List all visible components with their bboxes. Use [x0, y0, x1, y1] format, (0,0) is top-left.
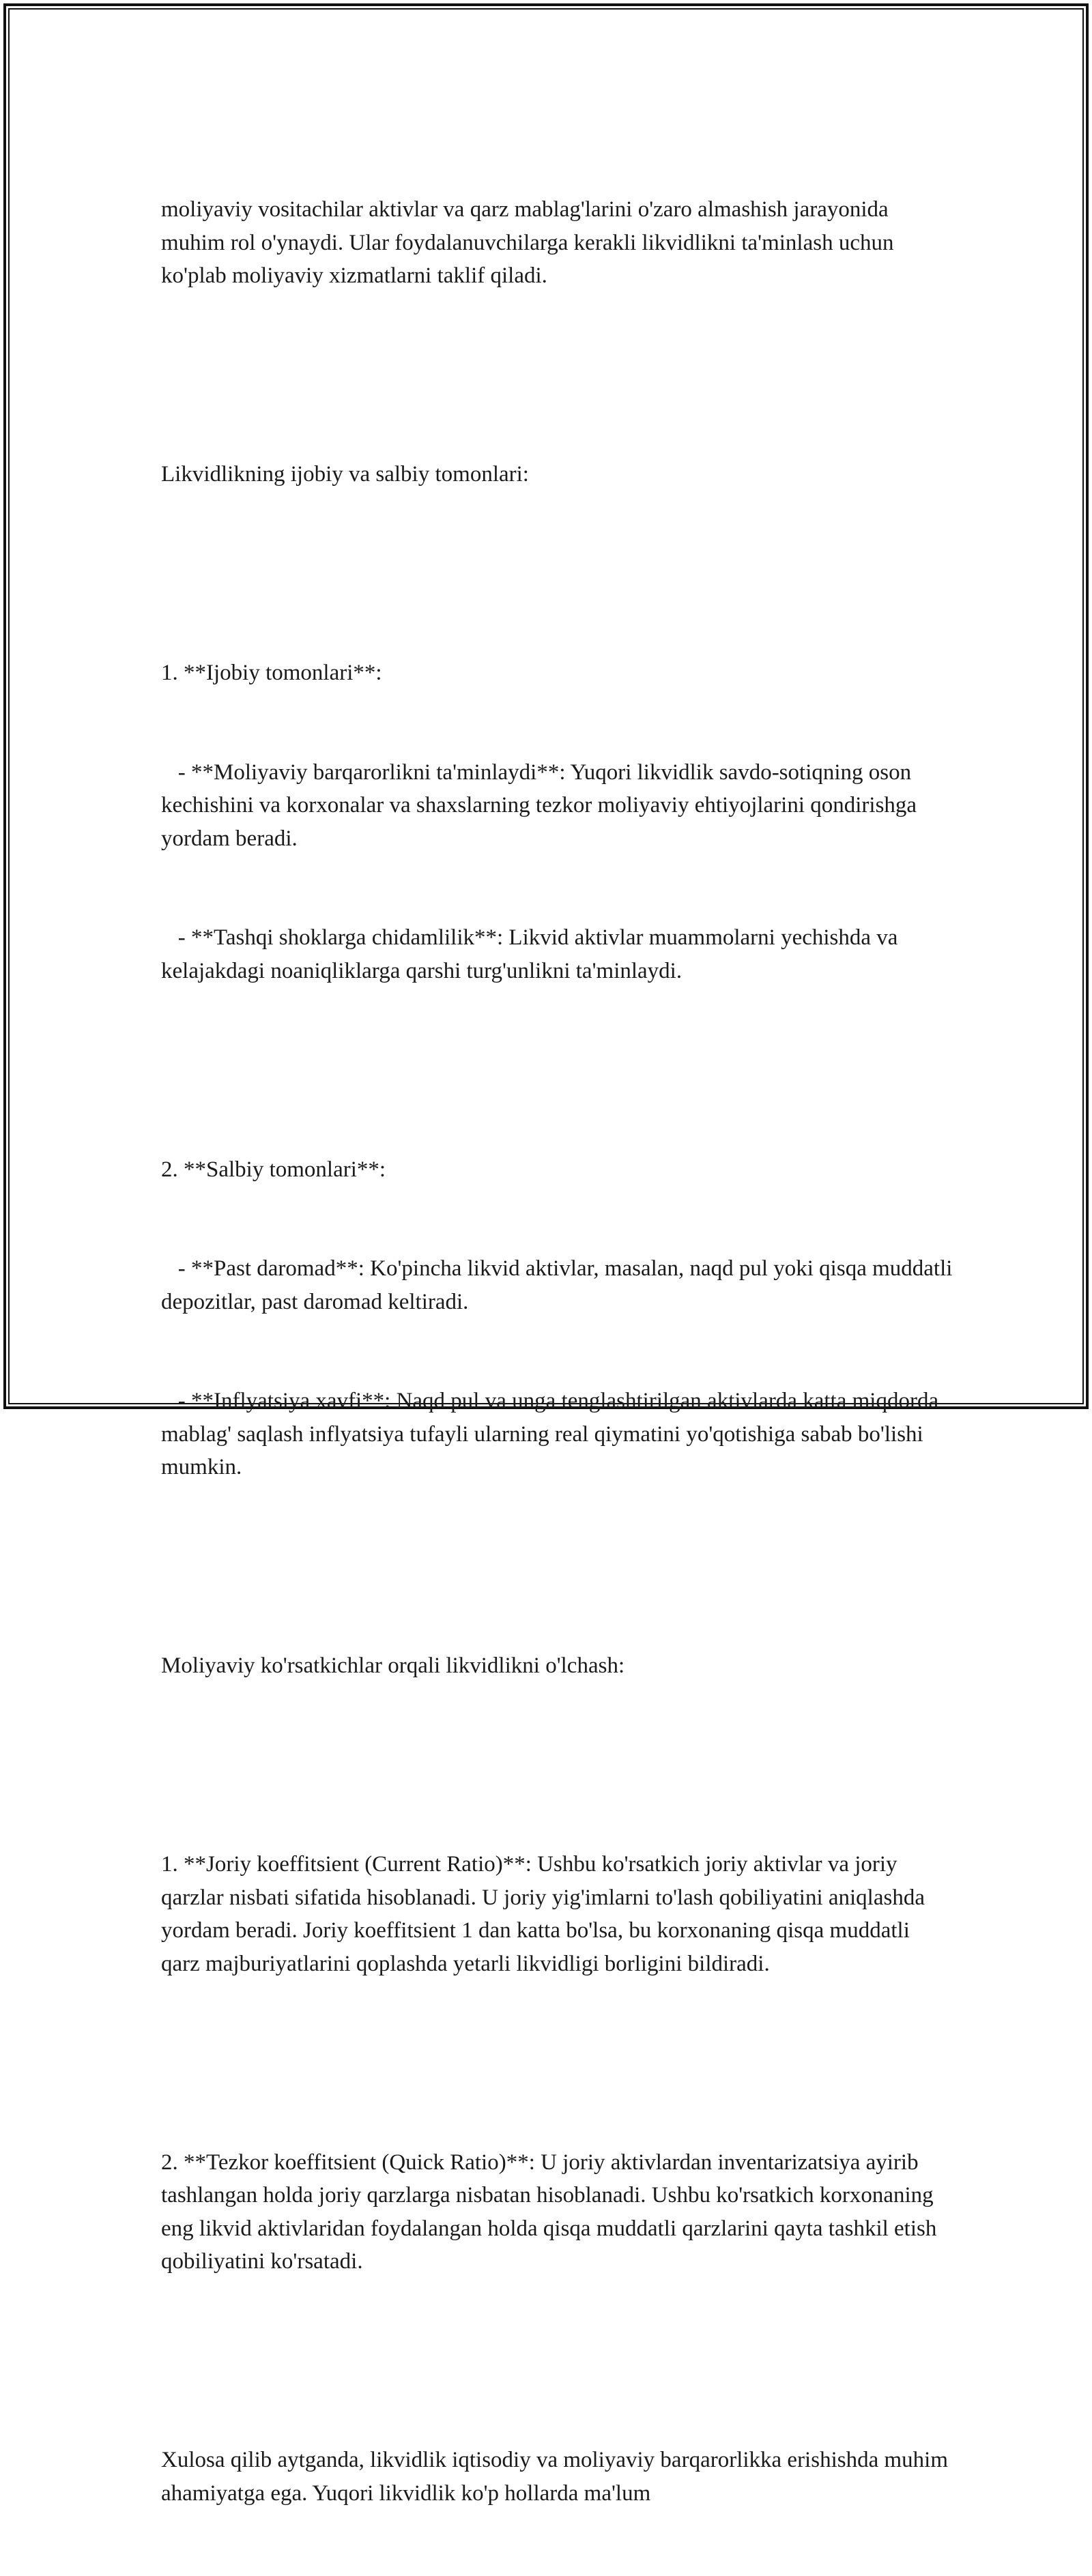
section-heading: Likvidlikning ijobiy va salbiy tomonlari: — [161, 462, 529, 487]
paragraph-positive-sides — [161, 590, 953, 1054]
list-subitem: - **Past daromad**: Ko'pincha likvid aktivlar, masalan, naqd pul yoki qisqa muddatli depozitlar, past daromad keltiradi. — [161, 1256, 958, 1314]
paragraph-heading-measurement — [161, 1583, 953, 1749]
paragraph-quick-ratio — [161, 2080, 953, 2345]
list-subitem: - **Moliyaviy barqarorlikni ta'minlaydi**: Yuqori likvidlik savdo-sotiqning oson kechishini va korxonalar va shaxslarning tezkor moliyaviy ehtiyojlarini qondirishga yordam beradi. — [161, 759, 923, 851]
document-body — [161, 127, 958, 2576]
list-item: 1. **Joriy koeffitsient (Current Ratio)**: Ushbu ko'rsatkich joriy aktivlar va joriy qarzlar nisbati sifatida hisoblanadi. U joriy yig'imlarni to'lash qobiliyatini aniqlashda yordam beradi. Joriy koeffitsient 1 dan katta bo'lsa, bu korxonaning qisqa muddatli qarz majburiyatlarini qoplashda yetarli likvidligi borligini bildiradi. — [161, 1852, 931, 1976]
paragraph-intro — [161, 127, 953, 359]
paragraph-heading-pros-cons — [161, 392, 953, 558]
list-subitem: - **Tashqi shoklarga chidamlilik**: Likvid aktivlar muammolarni yechishda va kelajakdagi noaniqliklarga qarshi turg'unlikni ta'minlaydi. — [161, 925, 904, 983]
list-subitem: - **Inflyatsiya xavfi**: Naqd pul va unga tenglashtirilgan aktivlarda katta miqdorda mablag' saqlash inflyatsiya tufayli ularning real qiymatini yo'qotishiga sabab bo'lishi mumkin. — [161, 1389, 945, 1479]
paragraph-current-ratio — [161, 1782, 953, 2046]
text-line: moliyaviy vositachilar aktivlar va qarz mablag'larini o'zaro almashish jarayonida muhim rol o'ynaydi. Ular foydalanuvchilarga kerakli likvidlikni ta'minlash uchun ko'plab moliyaviy xizmatlarni taklif qiladi. — [161, 197, 900, 288]
list-item-heading: 1. **Ijobiy tomonlari**: — [161, 661, 382, 685]
paragraph-negative-sides — [161, 1087, 958, 1550]
text-line: Xulosa qilib aytganda, likvidlik iqtisodiy va moliyaviy barqarorlikka erishishda muhim ahamiyatga ega. Yuqori likvidlik ko'p hollarda ma'lum — [161, 2448, 954, 2506]
paragraph-conclusion — [161, 2377, 953, 2576]
list-item-heading: 2. **Salbiy tomonlari**: — [161, 1157, 386, 1182]
list-item: 2. **Tezkor koeffitsient (Quick Ratio)**: U joriy aktivlardan inventarizatsiya ayirib tashlangan holda joriy qarzlarga nisbatan hisoblanadi. Ushbu ko'rsatkich korxonaning eng likvid aktivlaridan foydalangan holda qisqa muddatli qarzlarini qayta tashkil etish qobiliyatini ko'rsatadi. — [161, 2150, 943, 2274]
section-heading: Moliyaviy ko'rsatkichlar orqali likvidlikni o'lchash: — [161, 1653, 625, 1678]
